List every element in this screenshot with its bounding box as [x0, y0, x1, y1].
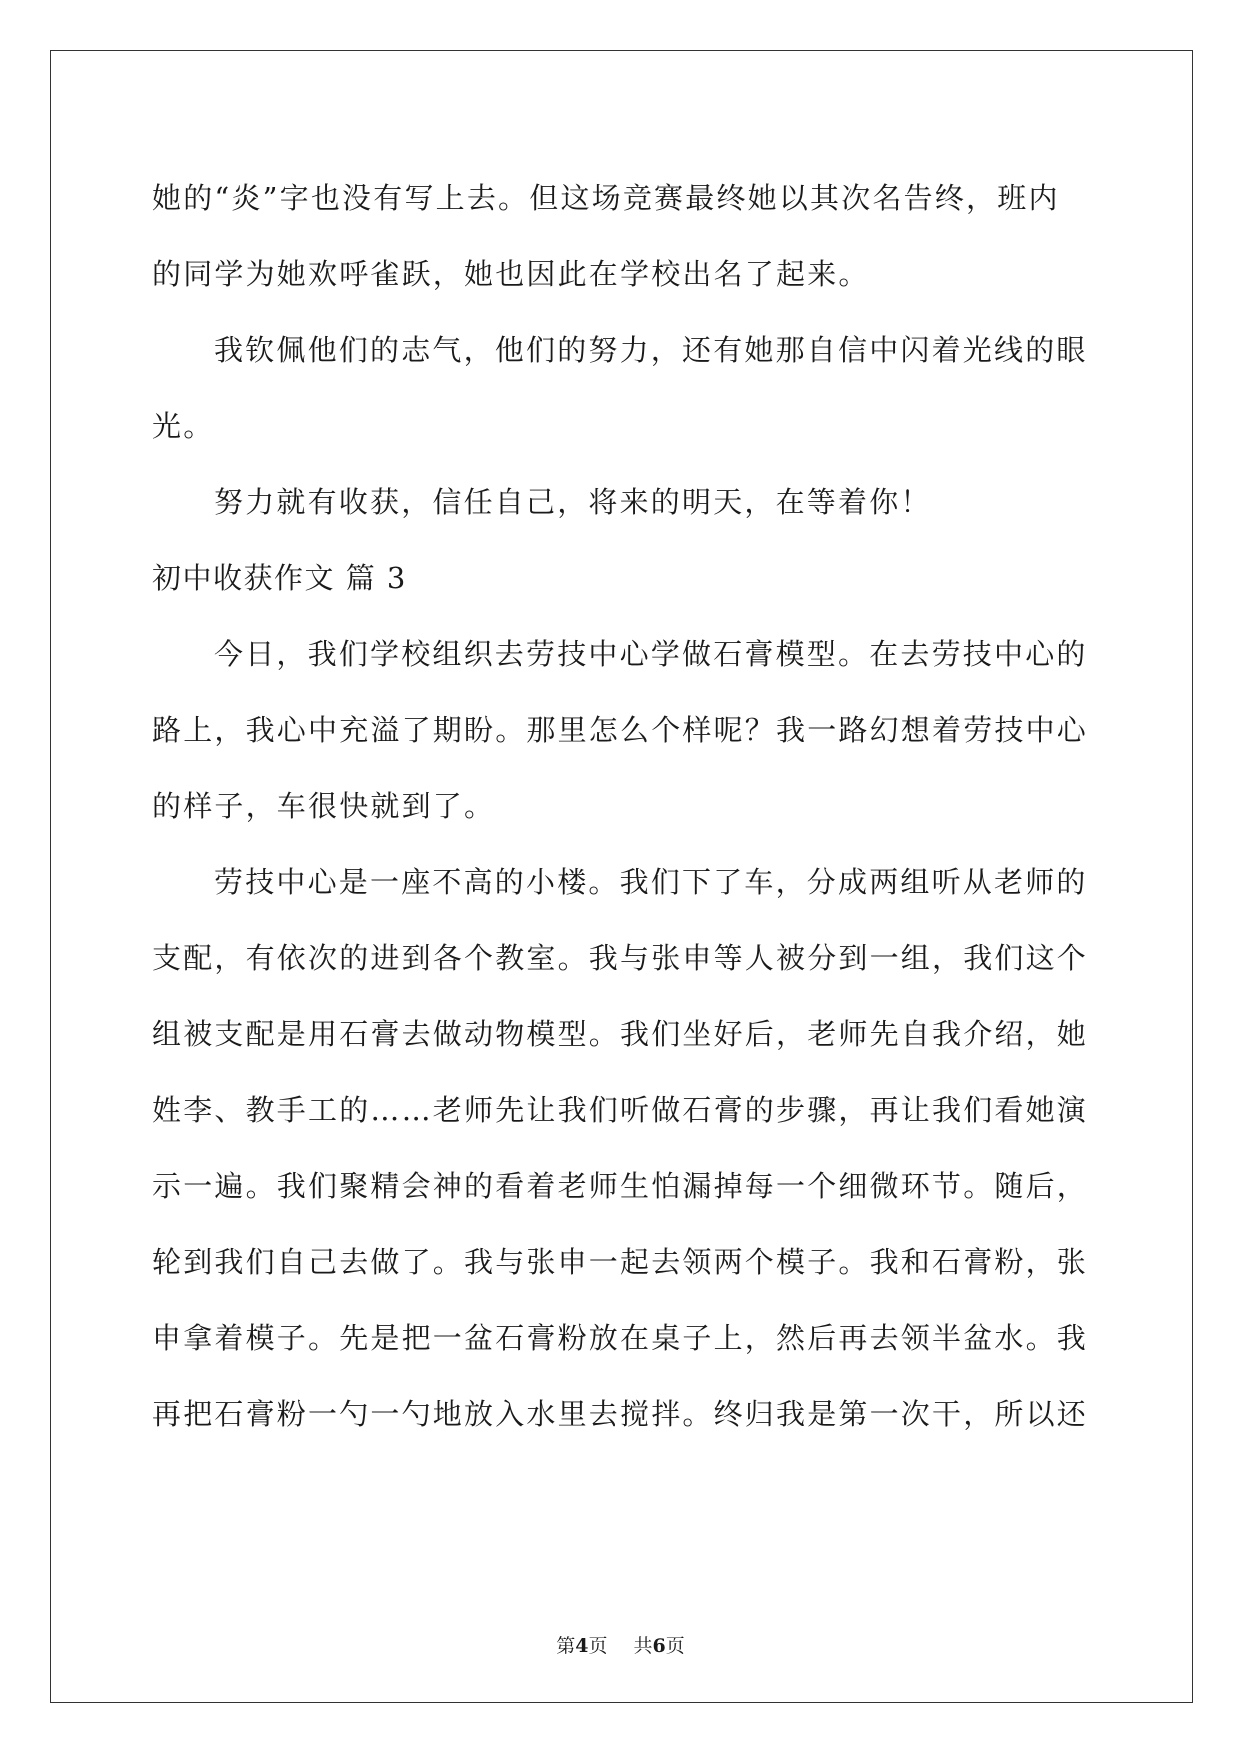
text-line: 示一遍。我们聚精会神的看着老师生怕漏掉每一个细微环节。随后，: [152, 1169, 1089, 1203]
text-line: 路上，我心中充溢了期盼。那里怎么个样呢？我一路幻想着劳技中心: [152, 713, 1089, 747]
section-heading: 初中收获作文 篇 3: [152, 561, 407, 595]
text-line: 的样子，车很快就到了。: [152, 789, 496, 823]
document-body: [152, 160, 1092, 1452]
text-line: 组被支配是用石膏去做动物模型。我们坐好后，老师先自我介绍，她: [152, 1017, 1089, 1051]
total-page-number: 6: [652, 1635, 666, 1657]
text-line: 申拿着模子。先是把一盆石膏粉放在桌子上，然后再去领半盆水。我: [152, 1321, 1089, 1355]
total-prefix: 共: [633, 1635, 653, 1657]
text-line: 我钦佩他们的志气，他们的努力，还有她那自信中闪着光线的眼: [214, 333, 1088, 367]
text-line: 再把石膏粉一勺一勺地放入水里去搅拌。终归我是第一次干，所以还: [152, 1397, 1089, 1431]
text-line: 努力就有收获，信任自己，将来的明天，在等着你！: [214, 485, 932, 519]
text-line: 劳技中心是一座不高的小楼。我们下了车，分成两组听从老师的: [214, 865, 1088, 899]
text-line: 的同学为她欢呼雀跃，她也因此在学校出名了起来。: [152, 257, 870, 291]
page-suffix: 页: [588, 1635, 608, 1657]
text-line: 轮到我们自己去做了。我与张申一起去领两个模子。我和石膏粉，张: [152, 1245, 1089, 1279]
page-footer: [0, 1631, 1241, 1658]
total-suffix: 页: [665, 1635, 685, 1657]
text-line: 今日，我们学校组织去劳技中心学做石膏模型。在去劳技中心的: [214, 637, 1088, 671]
text-line: 姓李、教手工的……老师先让我们听做石膏的步骤，再让我们看她演: [152, 1093, 1089, 1127]
current-page-number: 4: [575, 1635, 589, 1657]
text-line: 她的“炎”字也没有写上去。但这场竞赛最终她以其次名告终，班内: [152, 181, 1060, 215]
text-line: 支配，有依次的进到各个教室。我与张申等人被分到一组，我们这个: [152, 941, 1089, 975]
text-line: 光。: [152, 409, 215, 443]
page-prefix: 第: [556, 1635, 576, 1657]
